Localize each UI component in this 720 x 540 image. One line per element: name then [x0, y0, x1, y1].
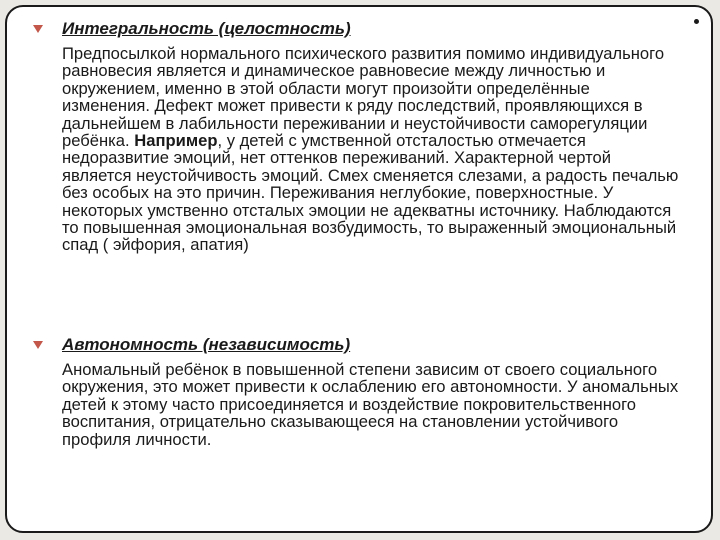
triangle-bullet-icon — [33, 25, 43, 33]
section-heading — [30, 335, 690, 355]
paragraph-example: , у детей с умственной отсталостью отмечается недоразвитие эмоций, нет оттенков переживаний. Характерной чертой является неустойчивость эмоций. Смех сменяется слезами, а радость печалью без особых на это причин. Переживания неглубокие, поверхностные. У некоторых умственно отсталых эмоции не адекватны источнику. Наблюдаются то повышенная эмоциональная возбудимость, то выраженный эмоциональный спад ( эйфория, апатия) — [62, 131, 679, 255]
triangle-bullet-icon — [33, 341, 43, 349]
corner-dot — [694, 19, 699, 24]
section-paragraph — [62, 361, 682, 448]
bullet-integrality — [30, 19, 690, 254]
section-heading — [30, 19, 690, 39]
paragraph-intro: Предпосылкой нормального психического развития помимо индивидуального равновесия является и динамическое равновесие между личностью и окружением, именно в этой области могут произойти определённые изменения. Дефект может привести к ряду последствий, проявляющихся в дальнейшем в лабильности переживании и неустойчивости саморегуляции ребёнка. — [62, 44, 665, 151]
heading-text: Интегральность (целостность) — [62, 19, 351, 38]
example-label: Например — [134, 131, 218, 151]
heading-text: Автономность (независимость) — [62, 335, 351, 354]
paragraph-text: Аномальный ребёнок в повышенной степени зависим от своего социального окружения, это может привести к ослаблению его автономности. У аномальных детей к этому часто присоединяется и воздействие покровительственного воспитания, отрицательно сказывающееся на становлении устойчивого профиля личности. — [62, 360, 679, 449]
section-paragraph — [62, 45, 682, 254]
bullet-autonomy — [30, 335, 690, 448]
